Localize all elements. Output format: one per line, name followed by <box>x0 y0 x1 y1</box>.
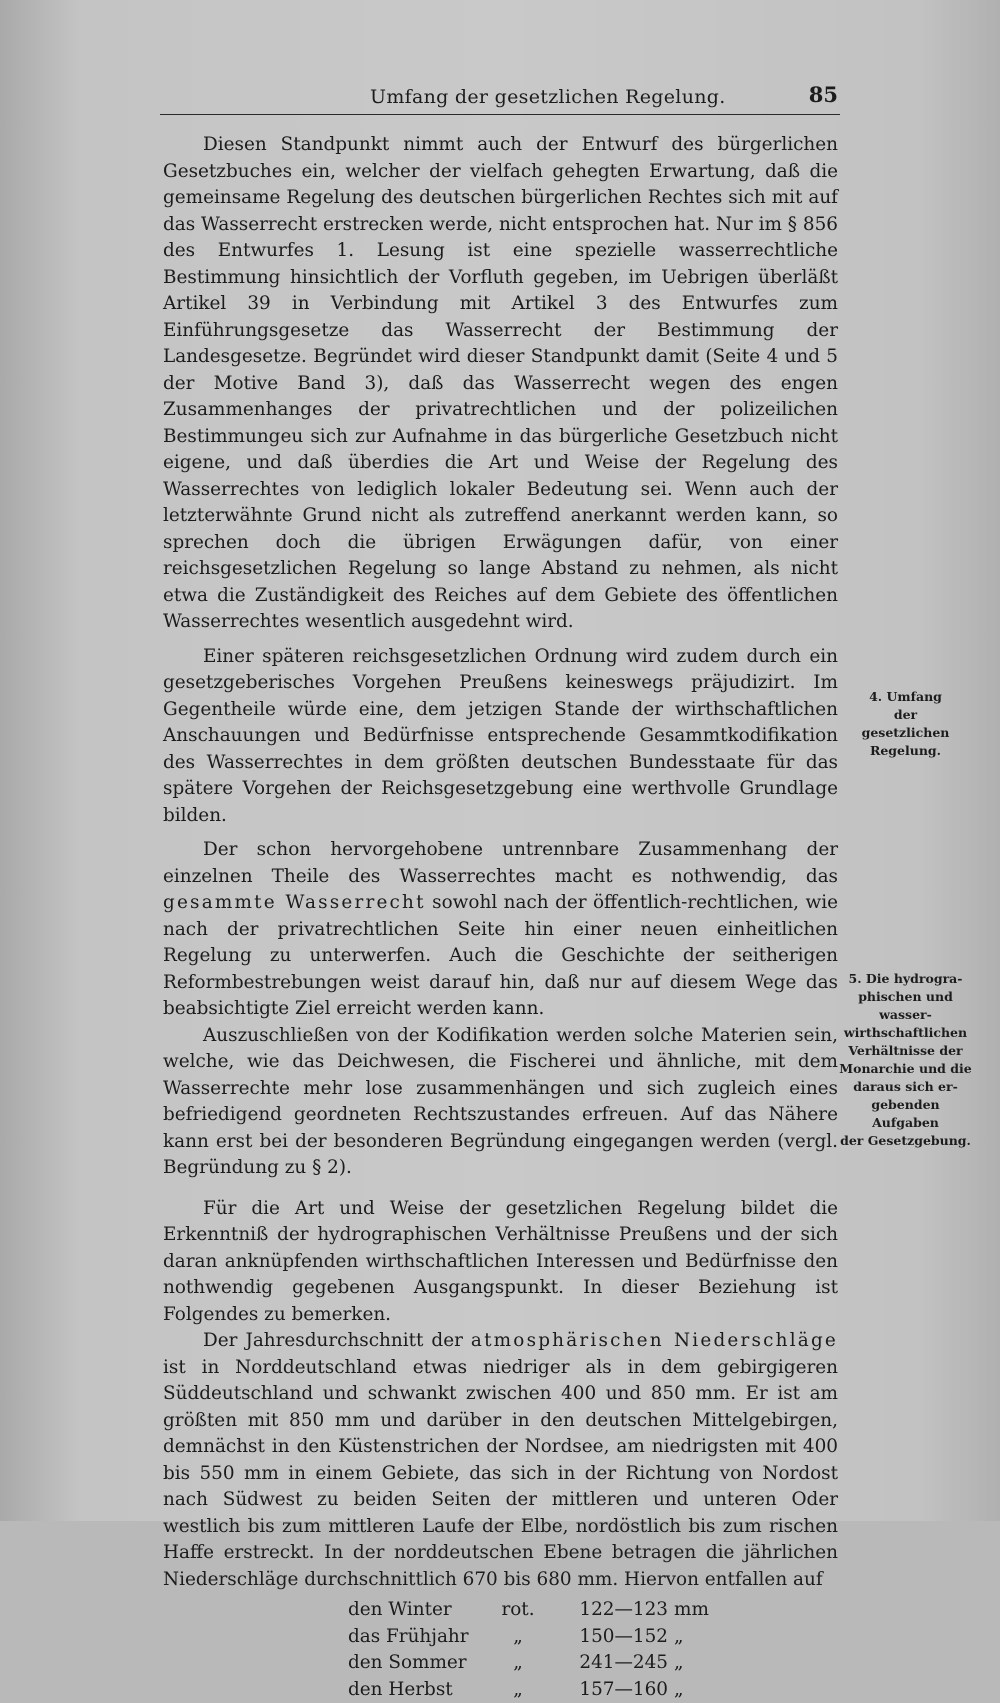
paragraph-6-text-a: Der Jahresdurchschnitt der <box>203 1330 471 1351</box>
paragraph-3-text-a: Der schon hervorgehobene untrennbare Zusammenhang der einzelnen Theile des Wasserrechtes macht es nothwendig, das <box>163 839 838 887</box>
running-head-title: Umfang der gesetzlichen Regelung. <box>370 86 726 108</box>
unit-cell: „ <box>674 1624 734 1651</box>
unit-cell: mm <box>674 1597 734 1624</box>
margin-note-line: 4. Umfang <box>848 688 963 706</box>
range-cell: 122—123 <box>548 1597 674 1624</box>
range-cell: 150—152 <box>548 1624 674 1651</box>
paragraph-2: Einer späteren reichsgesetzlichen Ordnung wird zudem durch ein gesetzgeberisches Vorgehen Preußens keineswegs präjudizirt. Im Gegentheile würde eine, dem jetzigen Stande der wirthschaftlichen Anschauungen und Bedürfnisse entsprechende Gesammtkodifikation des Wasserrechtes in dem größten deutschen Bundesstaate für das spätere Vorgehen der Reichsgesetzgebung eine werthvolle Grundlage bilden. <box>163 644 838 830</box>
margin-note-line: der Gesetzgebung. <box>838 1132 973 1150</box>
page-number: 85 <box>809 82 838 107</box>
season-cell: das Frühjahr <box>348 1624 488 1651</box>
margin-note-line: Monarchie und die <box>838 1060 973 1078</box>
margin-note-line: phischen und wasser- <box>838 988 973 1024</box>
margin-note-line: Regelung. <box>848 742 963 760</box>
emphasis-niederschlaege: atmosphärischen Niederschläge <box>471 1330 838 1351</box>
margin-note-line: daraus sich er- <box>838 1078 973 1096</box>
paragraph-6 <box>163 1328 838 1593</box>
paragraph-1: Diesen Standpunkt nimmt auch der Entwurf des bürgerlichen Gesetzbuches ein, welcher der vielfach gehegten Erwartung, daß die gemeinsame Regelung des deutschen bürgerlichen Rechtes sich mit auf das Wasserrecht erstrecken werde, nicht entsprochen hat. Nur im § 856 des Entwurfes 1. Lesung ist eine spezielle wasserrechtliche Bestimmung hinsichtlich der Vorfluth gegeben, im Uebrigen überläßt Artikel 39 in Verbindung mit Artikel 3 des Entwurfes zum Einführungsgesetze das Wasserrecht der Bestimmung der Landesgesetze. Begründet wird dieser Standpunkt damit (Seite 4 und 5 der Motive Band 3), daß das Wasserrecht wegen des engen Zusammenhanges der privatrechtlichen und der polizeilichen Bestimmungeu sich zur Aufnahme in das bürgerliche Gesetzbuch nicht eigene, und daß überdies die Art und Weise der Regelung des Wasserrechtes von lediglich lokaler Bedeutung sei. Wenn auch der letzterwähnte Grund nicht als zutreffend anerkannt werden kann, so sprechen doch die übrigen Erwägungen dafür, von einer reichsgesetzlichen Regelung so lange Abstand zu nehmen, als nicht etwa die Zuständigkeit des Reiches auf dem Gebiete des öffentlichen Wasserrechtes wesentlich ausgedehnt wird. <box>163 132 838 636</box>
table-row <box>348 1624 734 1651</box>
margin-note-line: 5. Die hydrogra- <box>838 970 973 988</box>
range-cell: 241—245 <box>548 1650 674 1677</box>
table-row <box>348 1597 734 1624</box>
season-cell: den Herbst <box>348 1677 488 1703</box>
range-cell: 157—160 <box>548 1677 674 1703</box>
paragraph-6-text-b: ist in Norddeutschland etwas niedriger als in dem gebirgigeren Süddeutschland und schwankt zwischen 400 und 850 mm. Er ist am größten mit 850 mm und darüber in den deutschen Mittelgebirgen, demnächst in den Küstenstrichen der Nordsee, am niedrigsten mit 400 bis 550 mm in einem Gebiete, das sich in der Richtung von Nordost nach Südwest zu beiden Seiten der mittleren und unteren Oder westlich bis zum mittleren Laufe der Elbe, nordöstlich bis zum rischen Haffe erstreckt. In der norddeutschen Ebene betragen die jährlichen Niederschläge durchschnittlich 670 bis 680 mm. Hiervon entfallen auf <box>163 1357 838 1590</box>
precipitation-table <box>348 1597 734 1703</box>
margin-note-line: Verhältnisse der <box>838 1042 973 1060</box>
abbr-cell: „ <box>488 1677 548 1703</box>
margin-note-4 <box>848 688 963 760</box>
unit-cell: „ <box>674 1650 734 1677</box>
margin-note-line: der gesetzlichen <box>848 706 963 742</box>
running-head <box>160 84 840 115</box>
season-cell: den Winter <box>348 1597 488 1624</box>
margin-note-5 <box>838 970 973 1150</box>
table-row <box>348 1677 734 1703</box>
emphasis-gesammte-wasserrecht: gesammte Wasserrecht <box>163 892 426 913</box>
table-row <box>348 1650 734 1677</box>
paragraph-4: Auszuschließen von der Kodifikation werden solche Materien sein, welche, wie das Deichwesen, die Fischerei und ähnliche, mit dem Wasserrechte mehr lose zusammenhängen und sich zugleich eines befriedigend geordneten Rechtszustandes erfreuen. Auf das Nähere kann erst bei der besonderen Begründung eingegangen werden (vergl. Begründung zu § 2). <box>163 1023 838 1182</box>
paragraph-3-text-b: sowohl nach der öffentlich-rechtlichen, wie nach der privatrechtlichen Seite hin einer neuen einheitlichen Regelung zu unterwerfen. Auch die Geschichte der seitherigen Reformbestrebungen weist darauf hin, daß nur auf diesem Wege das beabsichtigte Ziel erreicht werden kann. <box>163 892 838 1019</box>
paragraph-5: Für die Art und Weise der gesetzlichen Regelung bildet die Erkenntniß der hydrographischen Verhältnisse Preußens und der sich daran anknüpfenden wirthschaftlichen Interessen und Bedürfnisse den nothwendig gegebenen Ausgangspunkt. In dieser Beziehung ist Folgendes zu bemerken. <box>163 1196 838 1329</box>
abbr-cell: rot. <box>488 1597 548 1624</box>
margin-note-line: gebenden Aufgaben <box>838 1096 973 1132</box>
season-cell: den Sommer <box>348 1650 488 1677</box>
main-text <box>163 132 838 1703</box>
abbr-cell: „ <box>488 1624 548 1651</box>
margin-note-line: wirthschaftlichen <box>838 1024 973 1042</box>
paragraph-3 <box>163 837 838 1023</box>
unit-cell: „ <box>674 1677 734 1703</box>
abbr-cell: „ <box>488 1650 548 1677</box>
